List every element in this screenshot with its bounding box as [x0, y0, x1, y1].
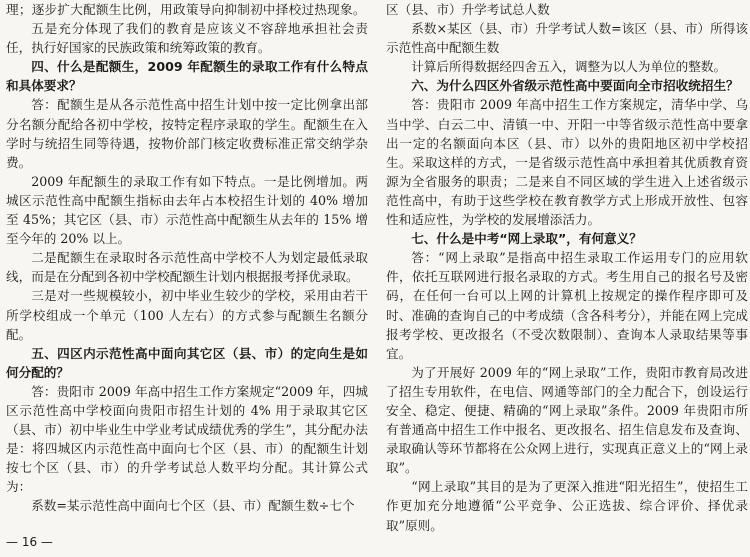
paragraph: 答：“网上录取”是指高中招生录取工作运用专门的应用软件，依托互联网进行报名录取的方式。考生用自己的报名号及密码，在任何一台可以上网的计算机上按规定的操作程序即可及时、准确的查询自己的中考成绩（含各科考分），并能在网上完成报考学校、更改报名（不受次数限制）、查询本人录取结果等事宜。 — [386, 250, 748, 361]
paragraph: 二是配额生在录取时各示范性高中学校不人为划定最低录取线，而是在分配到各初中学校配额生计划内根据报考择优录取。 — [6, 250, 368, 285]
paragraph: 2009 年配额生的录取工作有如下特点。一是比例增加。两城区示范性高中配额生指标由去年占本校招生计划的 40% 增加至 45%；其它区（县、市）示范性高中配额生从去年的 15% 增至今年的 20% 以上。 — [6, 173, 368, 247]
paragraph: 答：贵阳市 2009 年高中招生工作方案规定“2009 年，四城区示范性高中学校面向贵阳市招生计划的 4% 用于录取其它区（县、市）初中毕业生中学业考试成绩优秀的学生”，其分配办法是：将四城区内示范性高中面向七个区（县、市）的配额生计划按七个区（县、市）的升学考试总人数平均分配。其计算公式为： — [6, 383, 368, 495]
formula-line: 区（县、市）升学考试总人数 — [386, 2, 550, 17]
paragraph: 答：贵阳市 2009 年高中招生工作方案规定，清华中学、乌当中学、白云二中、清镇一中、开阳一中等省级示范性高中要拿出一定的名额面向本区（县、市）以外的贵阳地区初中学校招生。采取这样的方式，一是省级示范性高中承担着其优质教育资源为全省服务的职责；二是来自不同区域的学生进入上述省级示范性高中，有助于这些学校在教育教学方式上形成开放性、包容性和适应性，为学校的发展增添活力。 — [386, 97, 748, 228]
formula-line: 系数=某示范性高中面向七个区（县、市）配额生数÷七个 — [31, 498, 355, 514]
section-heading: 五、四区内示范性高中面向其它区（县、市）的定向生是如何分配的？ — [6, 345, 368, 380]
paragraph: 答：配额生是从各示范性高中招生计划中按一定比例拿出部分名额分配给各初中学校，按特定程序录取的学生。配额生在入学时与统招生同等待遇，按物价部门核定收费标准正常交纳学杂费。 — [6, 97, 368, 170]
section-heading: 四、什么是配额生，2009 年配额生的录取工作有什么特点和具体要求？ — [6, 59, 368, 94]
paragraph: 为了开展好 2009 年的“网上录取”工作，贵阳市教育局改进了招生专用软件，在电信、网通等部门的全力配合下，创设运行安全、稳定、便捷、精确的“网上录取”条件。2009 年贵阳市所有普通高中招生工作中报名、更改报名、招生信息发布及查询、录取确认等环节都将在公众网上进行，实现真正意义上的“网上录取”。 — [386, 364, 748, 476]
section-heading: 七、什么是中考“网上录取”，有何意义？ — [411, 231, 642, 247]
section-heading: 六、为什么四区外省级示范性高中要面向全市招收统招生？ — [411, 78, 739, 94]
paragraph: 三是对一些规模较小，初中毕业生较少的学校，采用由若干所学校组成一个单元（100 人左右）的方式参与配额生名额分配。 — [6, 288, 368, 342]
paragraph: “网上录取”其目的是为了更深入推进“阳光招生”，使招生工作更加充分地遵循“公平竞争、公正选拔、综合评价、择优录取”原则。 — [386, 479, 748, 533]
right-column — [386, 0, 748, 535]
paragraph: 理；逐步扩大配额生比例，用政策导向抑制初中择校过热现象。 — [6, 2, 366, 17]
paragraph: 五是充分体现了我们的教育是应该义不容辞地承担社会责任，执行好国家的民族政策和统筹政策的教育。 — [6, 21, 368, 56]
left-column — [6, 0, 368, 516]
paragraph: 计算后所得数据经四舍五入，调整为以人为单位的整数。 — [411, 59, 727, 75]
page-number: — 16 — — [6, 535, 53, 549]
formula-line: 系数×某区（县、市）升学考试人数=该区（县、市）所得该示范性高中配额生数 — [386, 21, 748, 56]
